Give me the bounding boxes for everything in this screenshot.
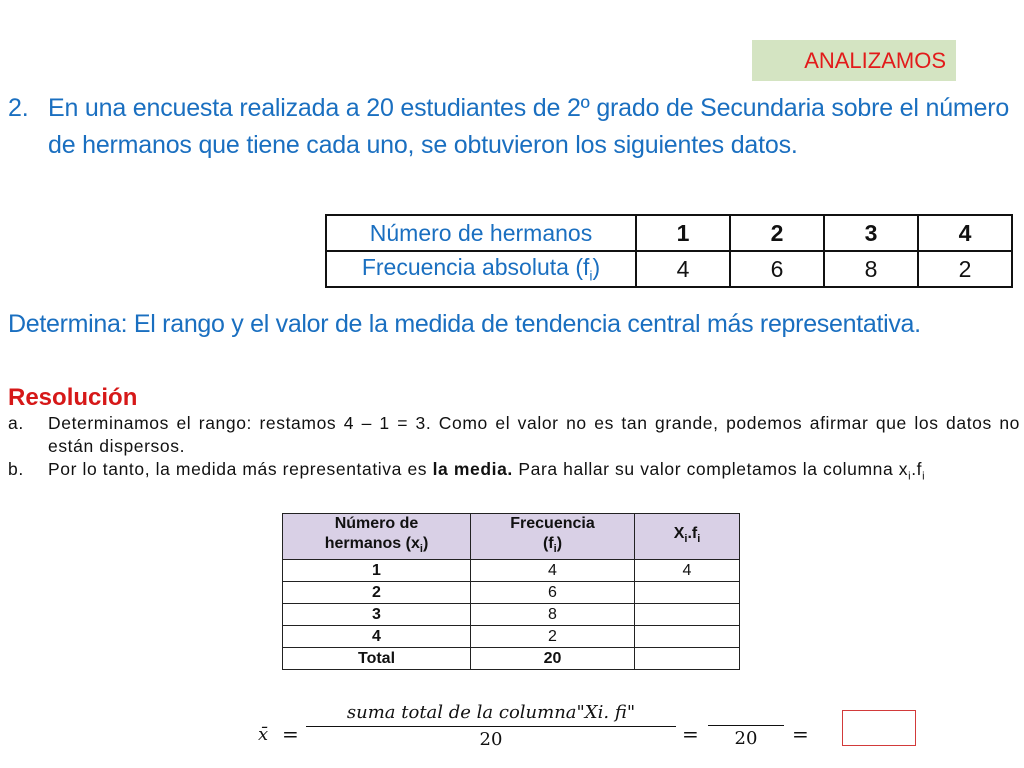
table-header-row bbox=[283, 514, 740, 560]
fraction-blank bbox=[708, 702, 784, 749]
table-cell: 3 bbox=[283, 604, 471, 626]
fraction-numerator-blank[interactable] bbox=[708, 702, 784, 726]
table-row bbox=[326, 251, 1012, 287]
problem-statement bbox=[8, 90, 1018, 164]
table-cell: 2 bbox=[471, 626, 635, 648]
column-header-hermanos: Número de hermanos $(x_i)$ bbox=[283, 514, 471, 560]
table-cell: 6 bbox=[471, 582, 635, 604]
table-cell-empty[interactable] bbox=[635, 626, 740, 648]
table-cell-empty[interactable] bbox=[635, 582, 740, 604]
equals-sign: = bbox=[282, 722, 299, 746]
table-cell: 8 bbox=[824, 251, 918, 287]
row-label-hermanos: Número de hermanos bbox=[326, 215, 636, 251]
table-row bbox=[326, 215, 1012, 251]
row-label-frecuencia: Frecuencia absoluta $(f_i)$ bbox=[326, 251, 636, 287]
total-value: 20 bbox=[471, 648, 635, 670]
total-label: Total bbox=[283, 648, 471, 670]
table-cell: 3 bbox=[824, 215, 918, 251]
step-letter: a. bbox=[8, 413, 24, 433]
step-a bbox=[8, 412, 1020, 458]
step-b bbox=[8, 458, 1020, 489]
table-row bbox=[283, 604, 740, 626]
fraction-numerator: suma total de la columna"Xi. fi" bbox=[306, 702, 676, 727]
table-total-row bbox=[283, 648, 740, 670]
table-cell: 2 bbox=[730, 215, 824, 251]
fraction-main bbox=[306, 702, 676, 750]
equals-sign: = bbox=[792, 722, 809, 746]
column-header-frecuencia: Frecuencia $(f_i)$ bbox=[471, 514, 635, 560]
step-a-text: Determinamos el rango: restamos 4 – 1 = 3. Como el valor no es tan grande, podemos afirmar que los datos no están dispersos. bbox=[48, 413, 1020, 456]
table-cell-empty[interactable] bbox=[635, 648, 740, 670]
task-statement: Determina: El rango y el valor de la medida de tendencia central más representativa. bbox=[8, 310, 921, 338]
frequency-table bbox=[325, 214, 1013, 288]
mean-symbol: x̄ bbox=[258, 724, 269, 745]
section-badge: ANALIZAMOS bbox=[752, 40, 956, 81]
equals-sign: = bbox=[682, 722, 699, 746]
problem-number: 2. bbox=[8, 94, 29, 122]
step-letter: b. bbox=[8, 459, 24, 479]
table-cell: 4 bbox=[471, 560, 635, 582]
table-cell: 4 bbox=[635, 560, 740, 582]
fraction-denominator: 20 bbox=[479, 729, 503, 750]
fraction-denominator: 20 bbox=[734, 728, 758, 749]
table-cell: 4 bbox=[918, 215, 1012, 251]
table-cell: 4 bbox=[636, 251, 730, 287]
answer-box[interactable] bbox=[842, 710, 916, 746]
table-cell: 2 bbox=[283, 582, 471, 604]
table-cell: 6 bbox=[730, 251, 824, 287]
table-row bbox=[283, 560, 740, 582]
table-cell: 8 bbox=[471, 604, 635, 626]
step-b-text: Por lo tanto, la medida más representativa es la media. Para hallar su valor completamos la columna $x_i.f_i$ bbox=[48, 459, 926, 483]
table-cell: 1 bbox=[636, 215, 730, 251]
table-cell: 1 bbox=[283, 560, 471, 582]
resolution-title: Resolución bbox=[8, 384, 138, 411]
table-row bbox=[283, 582, 740, 604]
table-cell: 2 bbox=[918, 251, 1012, 287]
resolution-table bbox=[282, 513, 740, 670]
table-cell: 4 bbox=[283, 626, 471, 648]
table-cell-empty[interactable] bbox=[635, 604, 740, 626]
column-header-xifi: $X_i.f_i$ bbox=[635, 514, 740, 560]
problem-text: En una encuesta realizada a 20 estudiantes de 2º grado de Secundaria sobre el número de hermanos que tiene cada uno, se obtuvieron los siguientes datos. bbox=[48, 94, 1010, 159]
table-row bbox=[283, 626, 740, 648]
